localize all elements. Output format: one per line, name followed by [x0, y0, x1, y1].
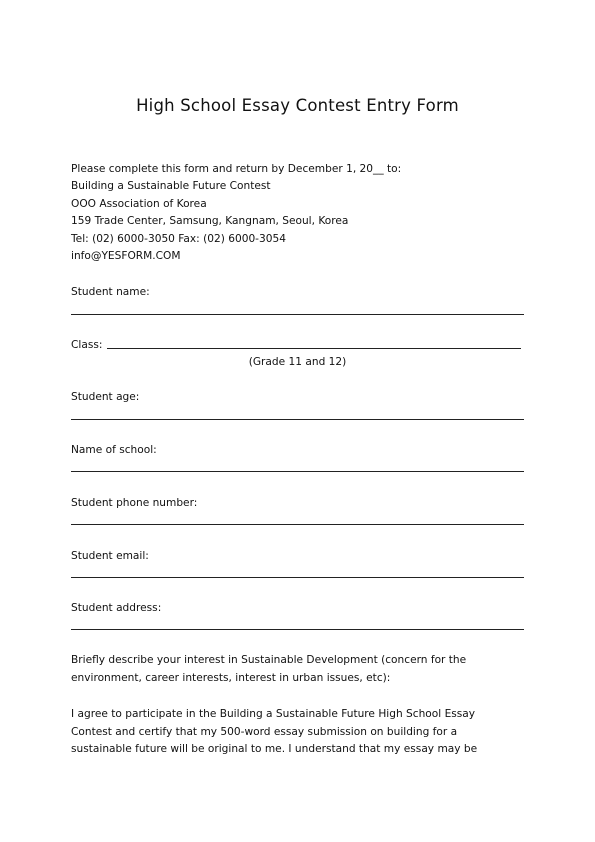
address-line: 159 Trade Center, Samsung, Kangnam, Seoul, Korea — [71, 215, 349, 227]
class-field[interactable] — [107, 348, 521, 349]
email-label: Student email: — [71, 550, 149, 562]
email-field[interactable] — [71, 577, 524, 578]
phone-fax-line: Tel: (02) 6000-3050 Fax: (02) 6000-3054 — [71, 233, 286, 245]
interest-line: environment, career interests, interest in urban issues, etc): — [71, 671, 391, 684]
address-label: Student address: — [71, 602, 162, 614]
contest-name: Building a Sustainable Future Contest — [71, 180, 271, 192]
school-name-field[interactable] — [71, 471, 524, 472]
phone-field[interactable] — [71, 524, 524, 525]
student-age-label: Student age: — [71, 391, 140, 403]
student-age-field[interactable] — [71, 419, 524, 420]
agreement-line: sustainable future will be original to me. I understand that my essay may be — [71, 743, 478, 755]
class-label: Class: — [71, 339, 103, 351]
instructions-line: Please complete this form and return by December 1, 20__ to: — [71, 163, 402, 175]
class-note: (Grade 11 and 12) — [248, 356, 347, 368]
contact-email: info@YESFORM.COM — [71, 250, 181, 262]
phone-label: Student phone number: — [71, 497, 198, 509]
interest-line: Briefly describe your interest in Sustainable Development (concern for the — [71, 654, 467, 666]
address-field[interactable] — [71, 629, 524, 630]
form-title: High School Essay Contest Entry Form — [136, 96, 459, 115]
student-name-label: Student name: — [71, 286, 150, 298]
interest-prompt — [71, 652, 501, 687]
agreement-line: Contest and certify that my 500-word essay submission on building for a — [71, 725, 458, 738]
agreement-text — [71, 706, 501, 759]
association-name: OOO Association of Korea — [71, 198, 207, 210]
school-name-label: Name of school: — [71, 444, 157, 456]
agreement-line: I agree to participate in the Building a Sustainable Future High School Essay — [71, 708, 476, 720]
student-name-field[interactable] — [71, 314, 524, 315]
